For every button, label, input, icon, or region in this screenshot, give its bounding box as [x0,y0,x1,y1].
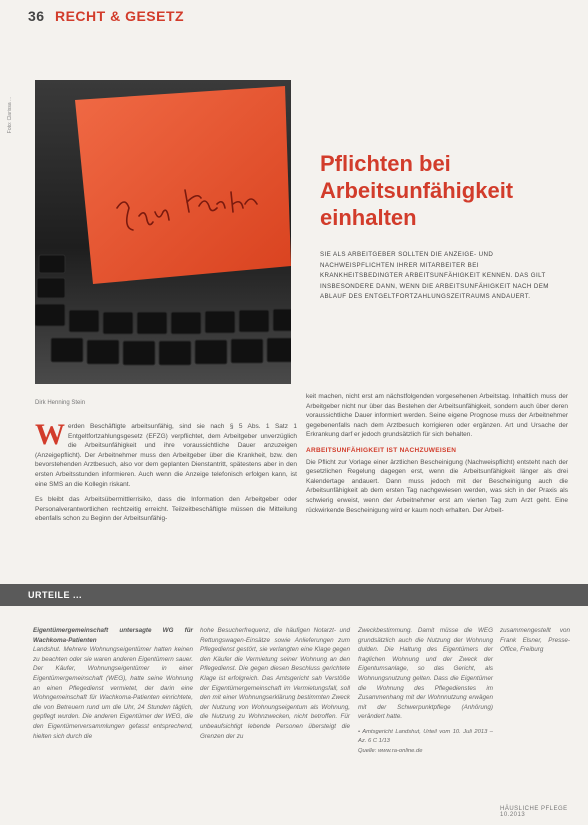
urteil-text: Landshut. Mehrere Wohnungseigentümer hatten keinen zu beachten oder sie waren anderen Eigentümern sauer. Der Käufer, Wohnungseigentümer in einer Eigentümergemeinschaft (WEG), hatte seine Wohnung an einen Pflegedienst vermietet, der darin eine Wohngemeinschaft für Wachkoma-Patienten einrichtete, die von Betreuern rund um die Uhr, 24 Stunden täglich, gepflegt wurden. Die anderen Eigentümer der WEG, die den Eigentümerversammlungen gefasst entsprechend, hielten sich durch die [33,646,193,740]
urteil-text: hohe Besucherfrequenz, die häufigen Notarzt- und Rettungswagen-Einsätze sowie Anlieferungen zum Pflegedienst gestört, sie verlangten eine Klage gegen den Käufer die Vermietung seiner Wohnung an den Pflegedienst. Die gegen diesen Beschluss gerichtete Klage ist erfolgreich. Das Amtsgericht sah Verstöße der Eigentümergemeinschaft im Vermietungsfall, soll den mit einer Wohnungserklärung bestimmten Zweck der Nutzung von Wohnungseigentum als Wohnung, die Nutzung zu Wohnzwecken, nicht betroffen. Für unbeaufsichtigt lebende Personen übersteigt die Grenzen der zu [200,627,350,740]
article-title: Pflichten bei Arbeitsunfähigkeit einhalten [320,151,514,230]
subheading: ARBEITSUNFÄHIGKEIT IST NACHZUWEISEN [306,446,457,454]
urteil-text: Zweckbestimmung. Damit müsse die WEG grundsätzlich auch die Nutzung der Wohnung dulden. Die Haltung des Eigentümers der fraglichen Wohnung und der Zweck der Eigentumsanlage, so das Gericht, als Wohnungsnutzung gelten. Dass die Eigentümer die Wohnung des Pflegedienstes im Zusammenhang mit der Wohnnutzung erwägen mit der Schwerpunktpflege (Anhörung) verändert hatte. [358,627,493,721]
footer-publication: HÄUSLICHE PFLEGE 10.2013 [500,806,568,818]
page-number: 36 [28,8,45,24]
paragraph: Es bleibt das Arbeitsübermittlerrisiko, dass die Information den Arbeitgeber oder Personalverantwortlichen rechtzeitig erreicht. Teilzeitbeschäftigte müssen die Mitteilung ebenfalls schon zu Beginn der Arbeitsunfähig- [35,496,297,523]
urteil-credit: zusammengestellt von Frank Elsner, Presse-Office, Freiburg [500,627,570,654]
urteile-band [0,584,588,606]
urteil-source: • Amtsgericht Landshut, Urteil vom 10. Juli 2013 – Az. 6 C 1/13 [358,728,493,744]
band-label: URTEILE ... [28,590,83,600]
article-column-2 [306,392,568,521]
article-photo [35,80,291,384]
author-byline: Dirk Henning Stein [35,400,86,406]
paragraph: keit machen, nicht erst am nächstfolgenden vorgesehenen Arbeitstag. Inhaltlich muss der Arbeitgeber nicht nur über das Bestehen der Arbeitsunfähigkeit, sondern auch über deren voraussichtliche Dauer informiert werden. Seine eigene Prognose muss der Arbeitnehmer gegebenenfalls nach dem Arztbesuch korrigieren oder ergänzen. Art und Ursache der Erkrankung darf er jedoch grundsätzlich für sich behalten. [306,393,568,439]
urteile-column-1 [33,626,193,741]
article-column-1 [35,418,297,530]
urteil-heading: Eigentümergemeinschaft untersagte WG für Wachkoma-Patienten [33,627,193,644]
keyboard-note-illustration [35,80,291,384]
sticky-note [75,86,291,284]
photo-credit: Foto: Clarissa ... [7,96,14,134]
paragraph: Werden Beschäftigte arbeitsunfähig, sind sie nach § 5 Abs. 1 Satz 1 Entgeltfortzahlungsgesetz (EFZG) verpflichtet, dem Arbeitgeber unverzüglich die Arbeitsunfähigkeit und ihre voraussichtliche Dauer anzuzeigen (Anzeigepflicht). Der Arbeitnehmer muss den Arbeitgeber über die Krankheit, bzw. den bevorstehenden Arztbesuch, also vor dem geplanten Dienstantritt, spätestens aber in den ersten Arbeitsstunden informieren. Auch wenn die Anzeige telefonisch erfolgen kann, ist eine SMS an die Kollegin riskant. [35,418,297,488]
article-lead: SIE ALS ARBEITGEBER SOLLTEN DIE ANZEIGE- UND NACHWEISPFLICHTEN IHRER MITARBEITER BEI KRANKHEITSBEDINGTER ARBEITSUNFÄHIGKEIT KENNEN. DAS GILT INSBESONDERE DANN, WENN DIE ARBEITSUNFÄHIGKEIT NACH DEM ABLAUF DES ENTGELTFORTZAHLUNGSZEITRAUMS ANDAUERT. [320,251,549,300]
page-header [28,8,184,24]
urteile-column-2 [200,626,350,741]
urteil-link: Quelle: www.ra-online.de [358,748,423,755]
paragraph: Die Pflicht zur Vorlage einer ärztlichen Bescheinigung (Nachweispflicht) entsteht nach der gesetzlichen Regelung dagegen erst, wenn die Arbeitsunfähigkeit länger als drei Kalendertage andauert. Dann muss jedoch mit der Bescheinigung auch die Arbeitsunfähigkeit ab dem ersten Tag nachgewiesen werden, was sich in der Praxis als schwierig erweist, wenn der Arbeitnehmer erst am vierten Tag zum Arzt geht. Eine rückwirkende Bescheinigung wird er kaum noch erhalten. Der Arbeit- [306,458,568,514]
urteile-column-3 [358,626,493,756]
drop-cap: W [35,418,65,451]
urteile-column-4 [500,626,570,655]
section-title: RECHT & GESETZ [54,8,185,24]
